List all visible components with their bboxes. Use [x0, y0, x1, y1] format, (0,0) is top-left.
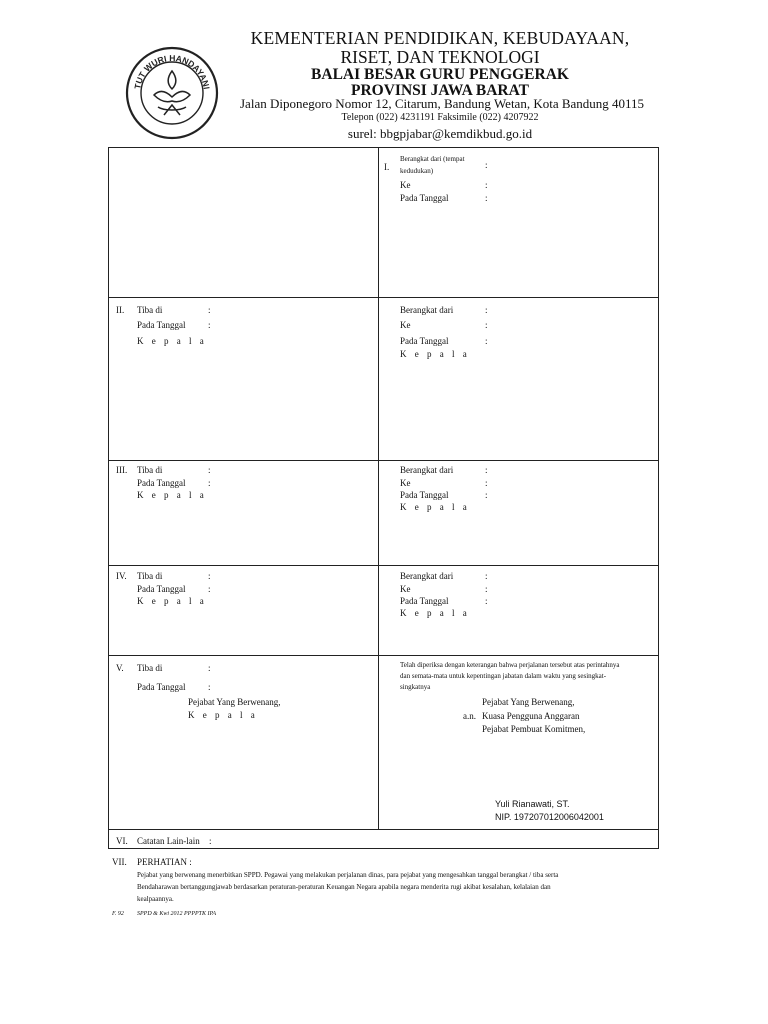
colon: : — [485, 320, 488, 330]
colon: : — [208, 682, 211, 692]
signer-name: Yuli Rianawati, ST. — [495, 799, 570, 809]
row-divider — [108, 829, 659, 830]
colon: : — [485, 160, 488, 170]
perhatian-text-line2: Bendaharawan bertanggungjawab berdasarkan peraturan-peraturan Keuangan Negara apabila negara menderita rugi akibat kesalahan, kelalaian dan — [137, 883, 551, 891]
section-number: I. — [384, 162, 390, 172]
colon: : — [208, 305, 211, 315]
perhatian-text-line1: Pejabat yang berwenang menerbitkan SPPD. Pegawai yang melakukan perjalanan dinas, para pejabat yang mengesahkan tanggal berangkat / tiba serta — [137, 871, 559, 879]
province-name: PROVINSI JAWA BARAT — [351, 82, 529, 99]
catatan-lain-label: Catatan Lain-lain — [137, 836, 200, 846]
berangkat-dari-label: Berangkat dari — [400, 305, 454, 315]
colon: : — [208, 663, 211, 673]
berangkat-dari-label: Berangkat dari — [400, 465, 454, 475]
berangkat-dari-label: Berangkat dari (tempat — [400, 155, 465, 163]
column-divider — [378, 147, 379, 829]
section-number: VI. — [116, 836, 128, 846]
kepala-label: K e p a l a — [137, 596, 207, 606]
kepala-label: K e p a l a — [400, 349, 470, 359]
section-number: II. — [116, 305, 125, 315]
pada-tanggal-label: Pada Tanggal — [137, 682, 186, 692]
colon: : — [485, 336, 488, 346]
row-divider — [108, 297, 659, 298]
ke-label: Ke — [400, 478, 411, 488]
pada-tanggal-label: Pada Tanggal — [400, 490, 449, 500]
colon: : — [209, 836, 212, 846]
colon: : — [485, 305, 488, 315]
pejabat-pembuat-komitmen-label: Pejabat Pembuat Komitmen, — [482, 724, 586, 734]
ke-label: Ke — [400, 320, 411, 330]
colon: : — [208, 571, 211, 581]
colon: : — [485, 584, 488, 594]
colon: : — [208, 584, 211, 594]
kuasa-pengguna-anggaran-label: Kuasa Pengguna Anggaran — [482, 711, 580, 721]
ke-label: Ke — [400, 584, 411, 594]
ke-label: Ke — [400, 180, 411, 190]
footer-text: SPPD & Kwi 2012 PPPPTK IPA — [137, 911, 217, 917]
kepala-label: K e p a l a — [400, 608, 470, 618]
pada-tanggal-label: Pada Tanggal — [137, 584, 186, 594]
tiba-di-label: Tiba di — [137, 663, 163, 673]
logo-motto: TUT WURI HANDAYANI — [132, 52, 212, 90]
kepala-label: K e p a l a — [188, 710, 258, 720]
pada-tanggal-label: Pada Tanggal — [400, 336, 449, 346]
section-number: IV. — [116, 571, 127, 581]
colon: : — [208, 320, 211, 330]
colon: : — [485, 193, 488, 203]
email: surel: bbgpjabar@kemdikbud.go.id — [347, 126, 533, 141]
ministry-name-line1: KEMENTERIAN PENDIDIKAN, KEBUDAYAAN, — [250, 28, 630, 48]
tiba-di-label: Tiba di — [137, 571, 163, 581]
colon: : — [485, 465, 488, 475]
tut-wuri-handayani-logo — [124, 45, 220, 141]
colon: : — [485, 490, 488, 500]
kepala-label: K e p a l a — [137, 336, 207, 346]
colon: : — [485, 571, 488, 581]
tiba-di-label: Tiba di — [137, 305, 163, 315]
kedudukan-label: kedudukan) — [400, 167, 434, 175]
pejabat-berwenang-label: Pejabat Yang Berwenang, — [482, 697, 575, 707]
verification-note-line3: singkatnya — [400, 683, 431, 691]
colon: : — [485, 478, 488, 488]
signer-nip: NIP. 197207012006042001 — [495, 812, 604, 822]
pada-tanggal-label: Pada Tanggal — [400, 596, 449, 606]
row-divider — [108, 460, 659, 461]
form-code: F. 92 — [112, 911, 124, 917]
an-label: a.n. — [463, 711, 476, 721]
verification-note-line2: dan semata-mata untuk kepentingan jabatan dalam waktu yang sesingkat- — [400, 672, 607, 680]
colon: : — [485, 596, 488, 606]
section-number: III. — [116, 465, 128, 475]
section-number: VII. — [112, 857, 127, 867]
row-divider — [108, 565, 659, 566]
pada-tanggal-label: Pada Tanggal — [137, 478, 186, 488]
colon: : — [485, 180, 488, 190]
section-number: V. — [116, 663, 124, 673]
address: Jalan Diponegoro Nomor 12, Citarum, Bandung Wetan, Kota Bandung 40115 — [240, 96, 645, 111]
perhatian-text-line3: kealpaannya. — [137, 895, 174, 903]
ministry-name-line2: RISET, DAN TEKNOLOGI — [340, 47, 540, 67]
row-divider — [108, 655, 659, 656]
pada-tanggal-label: Pada Tanggal — [137, 320, 186, 330]
kepala-label: K e p a l a — [137, 490, 207, 500]
colon: : — [208, 478, 211, 488]
pejabat-berwenang-label: Pejabat Yang Berwenang, — [188, 697, 281, 707]
kepala-label: K e p a l a — [400, 502, 470, 512]
perhatian-title: PERHATIAN : — [137, 857, 192, 867]
colon: : — [208, 465, 211, 475]
verification-note-line1: Telah diperiksa dengan keterangan bahwa perjalanan tersebut atas perintahnya — [400, 661, 620, 669]
institution-name: BALAI BESAR GURU PENGGERAK — [311, 66, 569, 83]
tiba-di-label: Tiba di — [137, 465, 163, 475]
pada-tanggal-label: Pada Tanggal — [400, 193, 449, 203]
berangkat-dari-label: Berangkat dari — [400, 571, 454, 581]
telephone-fax: Telepon (022) 4231191 Faksimile (022) 4207922 — [341, 112, 539, 123]
